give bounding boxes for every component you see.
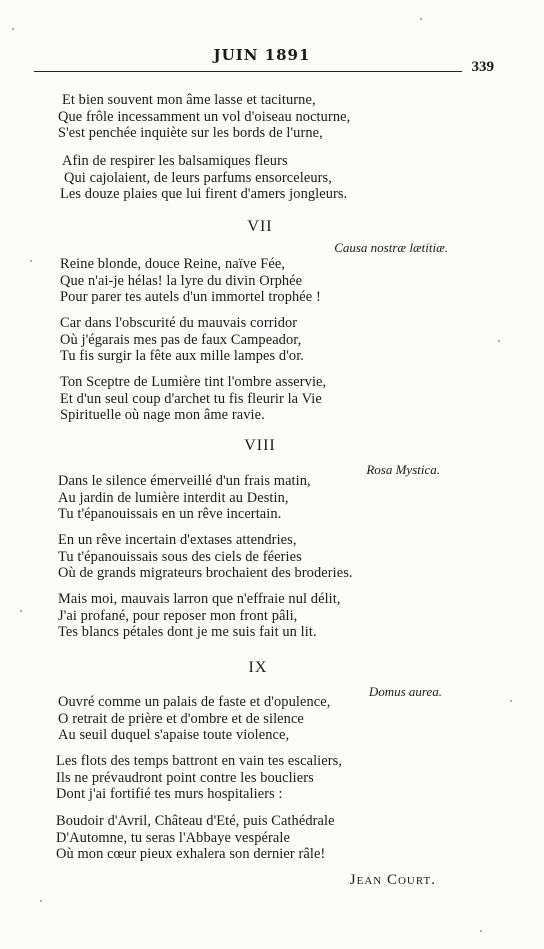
epigraph: Causa nostræ lætitiæ. (334, 240, 448, 255)
verse-line: Où mon cœur pieux exhalera son dernier râle! (56, 846, 326, 862)
verse-line: Qui cajolaient, de leurs parfums ensorceleurs, (64, 169, 332, 186)
verse-line: Spirituelle où nage mon âme ravie. (60, 407, 265, 423)
verse-line: Ton Sceptre de Lumière tint l'ombre asservie, (60, 374, 327, 390)
header-rule (34, 71, 462, 72)
scan-speck (498, 340, 500, 342)
verse-line: Tu t'épanouissais en un rêve incertain. (58, 506, 282, 522)
verse-line: Car dans l'obscurité du mauvais corridor (60, 315, 298, 331)
author-signature: Jean Court. (349, 872, 436, 888)
stanza (60, 374, 460, 424)
verse-line: Ils ne prévaudront point contre les boucliers (56, 769, 314, 786)
verse-line: Où de grands migrateurs brochaient des broderies. (58, 565, 353, 581)
scan-speck (40, 900, 42, 902)
stanza (58, 694, 458, 744)
verse-line: O retrait de prière et d'ombre et de silence (58, 710, 304, 727)
stanza (58, 532, 458, 582)
stanza (58, 473, 458, 523)
verse-line: En un rêve incertain d'extases attendries, (58, 532, 297, 548)
verse-line: Tu t'épanouissais sous des ciels de féeries (58, 548, 302, 565)
scan-speck (30, 260, 32, 262)
epigraph: Rosa Mystica. (366, 462, 440, 477)
scan-speck (420, 18, 422, 20)
running-header (22, 44, 502, 74)
verse-line: Au jardin de lumière interdit au Destin, (58, 489, 289, 506)
verse-line: J'ai profané, pour reposer mon front pâli, (58, 607, 298, 624)
epigraph: Domus aurea. (368, 684, 442, 699)
section-number: VIII (244, 437, 276, 454)
scan-speck (480, 930, 482, 932)
scan-speck (20, 610, 22, 612)
verse-line: Mais moi, mauvais larron que n'effraie nul délit, (58, 591, 341, 607)
stanza (62, 153, 462, 203)
verse-line: S'est penchée inquiète sur les bords de l'urne, (58, 125, 323, 141)
stanza (60, 315, 460, 365)
scan-speck (510, 700, 512, 702)
verse-line: Tes blancs pétales dont je me suis fait un lit. (58, 624, 317, 640)
verse-line: Où j'égarais mes pas de faux Campeador, (60, 331, 302, 348)
stanza (56, 753, 456, 803)
verse-line: Tu fis surgir la fête aux mille lampes d'or. (60, 348, 305, 364)
verse-line: Au seuil duquel s'apaise toute violence, (58, 727, 290, 743)
verse-line: D'Automne, tu seras l'Abbaye vespérale (56, 829, 290, 846)
running-title: JUIN 1891 (213, 46, 311, 64)
stanza (60, 256, 460, 306)
verse-line: Les douze plaies que lui firent d'amers jongleurs. (60, 186, 348, 202)
verse-line: Boudoir d'Avril, Château d'Eté, puis Cathédrale (56, 813, 335, 829)
verse-line: Ouvré comme un palais de faste et d'opulence, (58, 694, 331, 710)
verse-line: Que n'ai-je hélas! la lyre du divin Orphée (60, 272, 303, 289)
verse-line: Dans le silence émerveillé d'un frais matin, (58, 473, 311, 489)
verse-line: Dont j'ai fortifié tes murs hospitaliers : (56, 786, 283, 802)
stanza (56, 813, 456, 863)
verse-line: Reine blonde, douce Reine, naïve Fée, (60, 256, 286, 272)
verse-line: Et bien souvent mon âme lasse et taciturne, (62, 92, 316, 108)
verse-line: Les flots des temps battront en vain tes escaliers, (56, 753, 343, 769)
verse-line: Afin de respirer les balsamiques fleurs (62, 153, 288, 169)
stanza (58, 92, 462, 142)
section-number: IX (248, 659, 268, 676)
verse-line: Pour parer tes autels d'un immortel trophée ! (60, 289, 321, 305)
section-number: VII (247, 218, 273, 235)
stanza (58, 591, 458, 641)
verse-line: Que frôle incessamment un vol d'oiseau nocturne, (58, 108, 351, 125)
verse-line: Et d'un seul coup d'archet tu fis fleurir la Vie (60, 390, 322, 407)
page-number: 339 (471, 59, 494, 75)
scan-speck (12, 28, 14, 30)
